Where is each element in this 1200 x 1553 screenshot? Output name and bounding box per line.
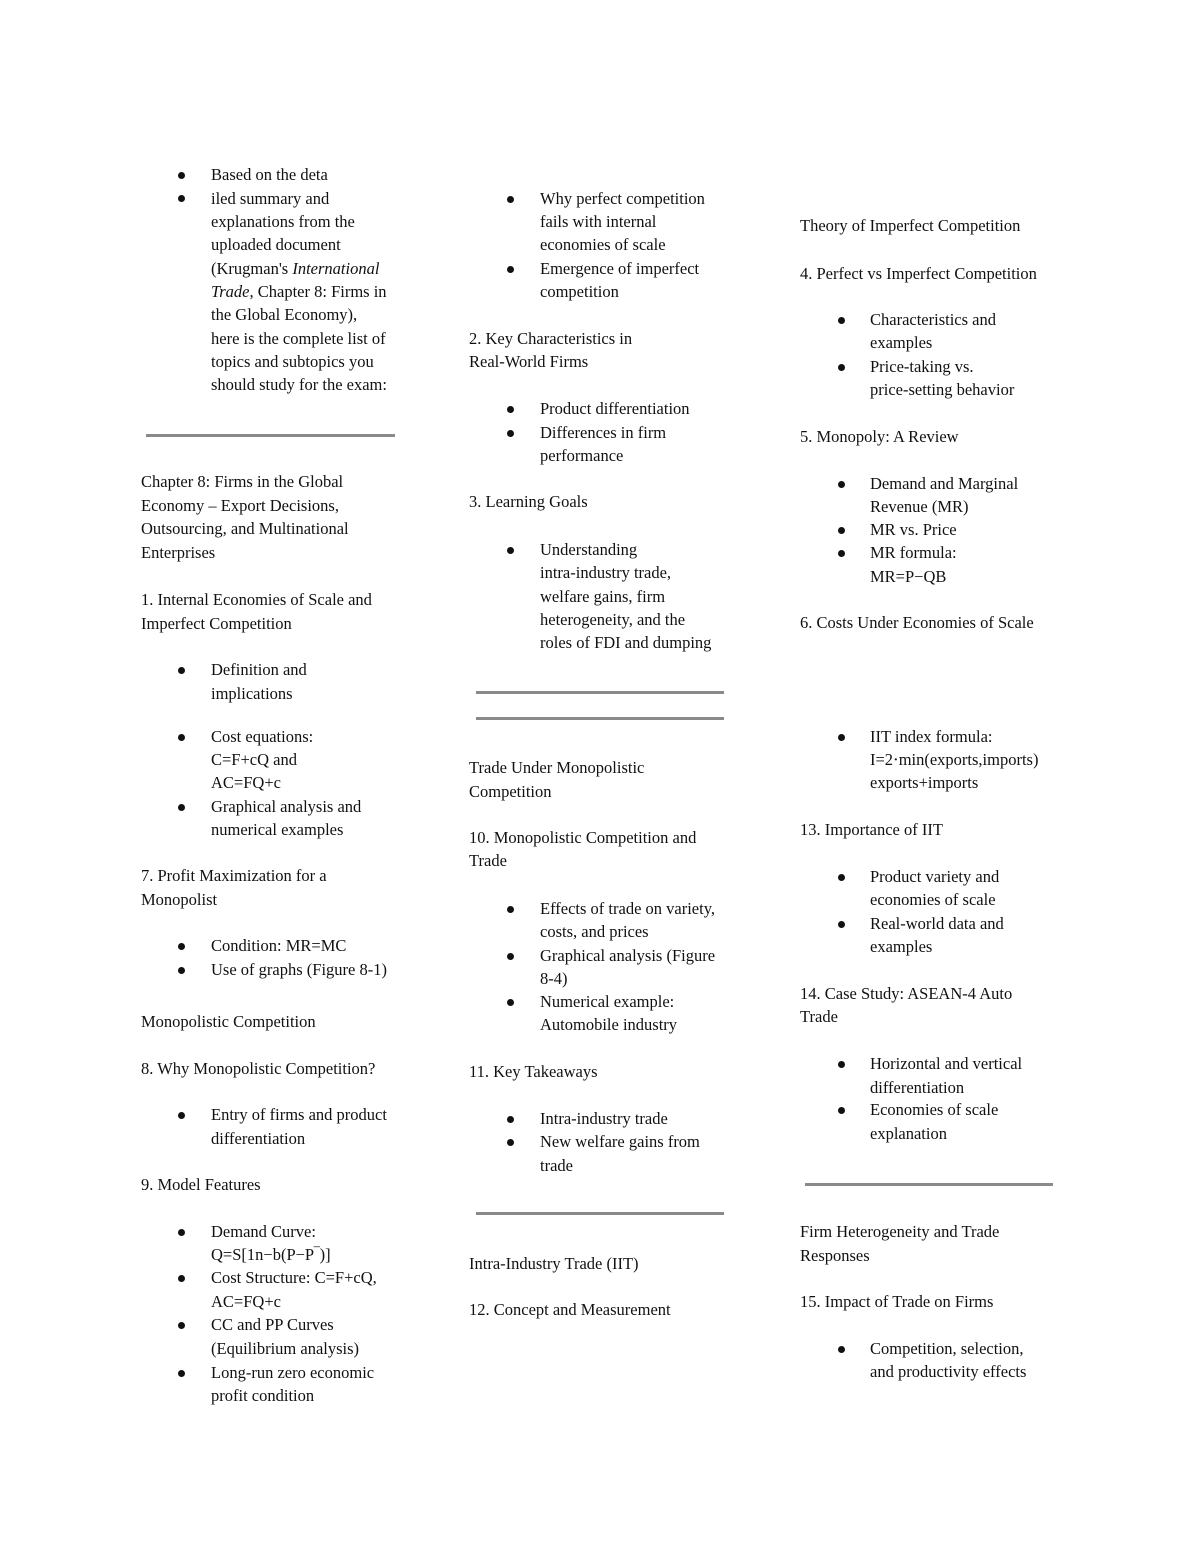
list-item: Differences in firm [540,423,667,442]
section-heading: 7. Profit Maximization for a [141,866,327,885]
list-item: Emergence of imperfect [540,259,700,278]
list-item: implications [211,684,293,703]
part-heading: Intra-Industry Trade (IIT) [469,1254,639,1273]
bullet-icon [507,406,514,413]
list-item: Intra-industry trade [540,1109,668,1128]
list-item: MR vs. Price [870,520,957,539]
list-item: Why perfect competition [540,189,705,208]
bullet-icon [838,481,845,488]
bullet-icon [178,195,185,202]
list-item: Characteristics and [870,310,996,329]
list-item: Demand and Marginal [870,474,1019,493]
chapter-title: Outsourcing, and Multinational [141,519,349,538]
list-item: differentiation [870,1078,965,1097]
chapter-title: Economy – Export Decisions, [141,496,339,515]
list-item: Revenue (MR) [870,497,969,516]
section-heading: 5. Monopoly: A Review [800,427,959,446]
bullet-icon [507,430,514,437]
divider [476,717,724,720]
intro-line: here is the complete list of [211,329,386,348]
list-item: Understanding [540,540,638,559]
bullet-icon [838,527,845,534]
chapter-title: Enterprises [141,543,216,562]
intro-line: topics and subtopics you [211,352,374,371]
bullet-icon [178,667,185,674]
bullet-icon [507,999,514,1006]
list-item: explanation [870,1124,947,1143]
divider [476,1212,724,1215]
list-item: economies of scale [540,235,666,254]
bullet-icon [178,943,185,950]
section-heading: Trade [800,1007,838,1026]
intro-line: (Krugman's International [211,259,380,278]
list-item: 8-4) [540,969,568,988]
list-item: Economies of scale [870,1100,999,1119]
list-item: Graphical analysis and [211,797,362,816]
section-heading: 12. Concept and Measurement [469,1300,671,1319]
bullet-icon [507,196,514,203]
bullet-icon [838,874,845,881]
list-item: I=2⋅min(exports,imports) [870,750,1039,769]
section-heading: Trade [469,851,507,870]
list-item: fails with internal [540,212,657,231]
section-heading: Monopolist [141,890,218,909]
part-heading: Responses [800,1246,870,1265]
list-item: Entry of firms and product [211,1105,387,1124]
list-item: Real-world data and [870,914,1004,933]
intro-line: iled summary and [211,189,330,208]
bullet-icon [178,804,185,811]
list-item: competition [540,282,619,301]
list-item: Definition and [211,660,307,679]
list-item: Cost equations: [211,727,314,746]
bullet-icon [178,1322,185,1329]
bullet-icon [178,1370,185,1377]
section-heading: 6. Costs Under Economies of Scale [800,613,1034,632]
list-item: numerical examples [211,820,344,839]
list-item: Numerical example: [540,992,675,1011]
section-heading: 14. Case Study: ASEAN-4 Auto [800,984,1013,1003]
list-item: profit condition [211,1386,315,1405]
list-item: roles of FDI and dumping [540,633,712,652]
section-heading: 3. Learning Goals [469,492,588,511]
list-item: IIT index formula: [870,727,993,746]
bullet-icon [838,1061,845,1068]
list-item: exports+imports [870,773,979,792]
section-heading: 2. Key Characteristics in [469,329,633,348]
section-heading: 15. Impact of Trade on Firms [800,1292,994,1311]
list-item: Graphical analysis (Figure [540,946,716,965]
list-item: costs, and prices [540,922,649,941]
list-item: Effects of trade on variety, [540,899,716,918]
list-item: intra-industry trade, [540,563,672,582]
bullet-icon [838,364,845,371]
list-item: Price-taking vs. [870,357,974,376]
section-heading: 8. Why Monopolistic Competition? [141,1059,376,1078]
list-item: (Equilibrium analysis) [211,1339,360,1358]
list-item: Condition: MR=MC [211,936,347,955]
section-heading: 10. Monopolistic Competition and [469,828,697,847]
bullet-icon [178,967,185,974]
intro-line: explanations from the [211,212,355,231]
list-item: MR formula: [870,543,957,562]
section-heading: Imperfect Competition [141,614,292,633]
bullet-icon [178,1112,185,1119]
intro-line: should study for the exam: [211,375,387,394]
list-item: Demand Curve: [211,1222,316,1241]
list-item: AC=FQ+c [211,1292,281,1311]
part-heading: Trade Under Monopolistic [469,758,645,777]
divider [146,434,395,437]
list-item: performance [540,446,624,465]
section-heading: 9. Model Features [141,1175,261,1194]
bullet-icon [507,1139,514,1146]
list-item: Competition, selection, [870,1339,1024,1358]
divider [805,1183,1053,1186]
list-item: Long-run zero economic [211,1363,375,1382]
list-item: MR=P−QB [870,567,947,586]
bullet-icon [507,1116,514,1123]
list-item: welfare gains, firm [540,587,666,606]
list-item: heterogeneity, and the [540,610,686,629]
list-item: Product differentiation [540,399,690,418]
divider [476,691,724,694]
intro-line: the Global Economy), [211,305,358,324]
bullet-icon [178,172,185,179]
list-item: economies of scale [870,890,996,909]
list-item: Horizontal and vertical [870,1054,1023,1073]
bullet-icon [507,266,514,273]
bullet-icon [838,550,845,557]
bullet-icon [178,1229,185,1236]
list-item: New welfare gains from [540,1132,700,1151]
section-heading: 4. Perfect vs Imperfect Competition [800,264,1037,283]
section-heading: 13. Importance of IIT [800,820,943,839]
part-heading: Theory of Imperfect Competition [800,216,1021,235]
list-item: price-setting behavior [870,380,1015,399]
list-item: CC and PP Curves [211,1315,334,1334]
list-item: Product variety and [870,867,1000,886]
bullet-icon [838,1346,845,1353]
bullet-icon [507,547,514,554]
part-heading: Monopolistic Competition [141,1012,316,1031]
chapter-title: Chapter 8: Firms in the Global [141,472,344,491]
list-item: C=F+cQ and [211,750,297,769]
part-heading: Firm Heterogeneity and Trade [800,1222,1000,1241]
section-heading: Real-World Firms [469,352,589,371]
list-item: Cost Structure: C=F+cQ, [211,1268,377,1287]
list-item: differentiation [211,1129,306,1148]
bullet-icon [838,921,845,928]
bullet-icon [838,734,845,741]
list-item: AC=FQ+c [211,773,281,792]
list-item: and productivity effects [870,1362,1027,1381]
list-item: Use of graphs (Figure 8-1) [211,960,387,979]
list-item: examples [870,937,933,956]
bullet-icon [178,734,185,741]
section-heading: 11. Key Takeaways [469,1062,598,1081]
list-item: trade [540,1156,573,1175]
bullet-icon [838,317,845,324]
list-item: examples [870,333,933,352]
intro-line: Trade, Chapter 8: Firms in [211,282,387,301]
list-item: Q=S[1n−b(P−P‾)] [211,1245,331,1264]
intro-line: Based on the deta [211,165,328,184]
part-heading: Competition [469,782,552,801]
list-item: Automobile industry [540,1015,678,1034]
bullet-icon [838,1107,845,1114]
bullet-icon [507,906,514,913]
bullet-icon [507,953,514,960]
intro-line: uploaded document [211,235,341,254]
section-heading: 1. Internal Economies of Scale and [141,590,372,609]
bullet-icon [178,1275,185,1282]
